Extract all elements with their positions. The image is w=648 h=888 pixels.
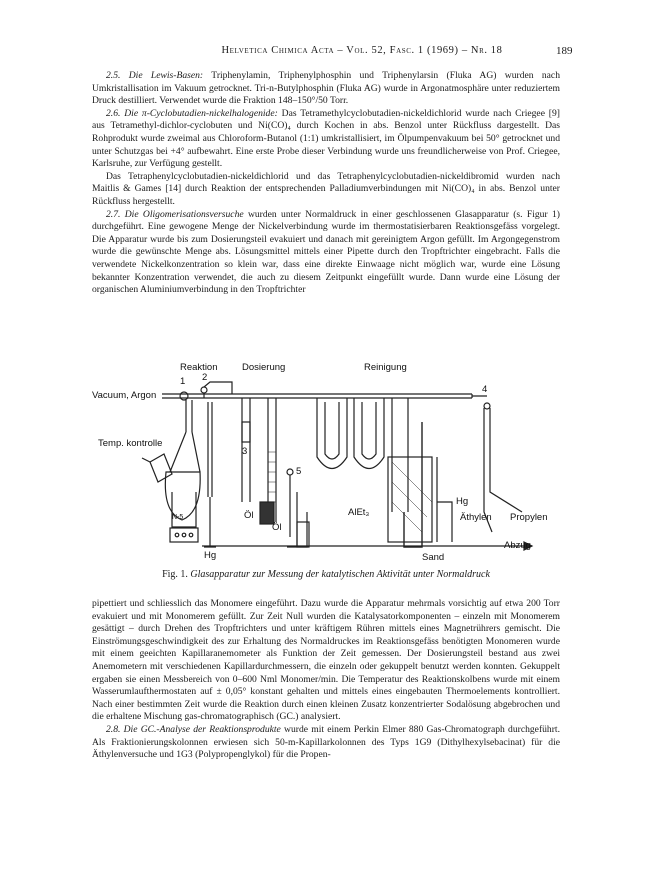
reaction-column	[170, 400, 200, 472]
label-reinigung: Reinigung	[364, 362, 407, 373]
paragraph-oligomerisation	[92, 209, 560, 297]
manifold-line	[162, 394, 472, 398]
thermometer	[208, 402, 212, 497]
figure-caption	[92, 569, 560, 580]
stopcock-5	[287, 469, 293, 475]
bubbler-hg-1	[204, 497, 216, 547]
label-num4: 4	[482, 384, 488, 395]
oil-reservoir-1	[260, 502, 274, 524]
lower-text-block	[92, 598, 560, 762]
page-number: 189	[556, 45, 573, 57]
cold-trap-2	[354, 398, 384, 469]
paragraph-lewis-basen	[92, 70, 560, 108]
label-temp-kontrolle: Temp. kontrolle	[98, 438, 163, 449]
alet3-column	[392, 398, 408, 512]
magnetic-stirrer	[170, 528, 198, 542]
paragraph-text: wurden unter Normaldruck in einer geschlossenen Glasapparatur (s. Figur 1) durchgeführt. Eine gewogene Menge der Nickelverbindung wurde im thermostatisierbaren Reaktionsgefäss vorgelegt. Die Apparatur wurde bis zum Dosierungsteil evakuiert und danach mit gereinigtem Argon gefüllt. Im Argongegenstrom wurde die gewünschte Menge abs. Lösungsmittel mittels einer Pipette durch den Tropftrichter eingebracht. Falls die verwendete Nickelkonzentration so klein war, dass eine direkte Einwaage nicht möglich war, wurde eine Lösung bekannter Konzentration verwendet, die auch zu diesem Zeitpunkt eingefüllt wurde. Dann wurde eine Lösung der organischen Aluminiumverbindung in den Tropftrichter	[92, 208, 560, 296]
apparatus-diagram	[92, 362, 562, 564]
bubbler-hg-2	[437, 457, 452, 542]
label-num5: 5	[296, 466, 302, 477]
gas-line-propylen	[490, 408, 522, 512]
paragraph-lead: 2.6. Die π-Cyclobutadien-nickelhalogenide:	[106, 107, 278, 119]
running-header: Helvetica Chimica Acta – Vol. 52, Fasc. 1 (1969) – Nr. 18	[221, 45, 503, 56]
caption-text: Glasapparatur zur Messung der katalytischen Aktivität unter Normaldruck	[190, 569, 490, 580]
dropping-funnel	[150, 454, 172, 482]
paragraph-gc-analyse	[92, 724, 560, 762]
paragraph-lead: 2.5. Die Lewis-Basen:	[106, 70, 204, 81]
label-num1: 1	[180, 376, 186, 387]
label-alet3: AlEt₃	[348, 507, 370, 518]
reaction-flask	[165, 472, 200, 520]
label-aethylen: Äthylen	[460, 512, 492, 523]
paragraph-text: pipettiert und schliesslich das Monomere eingeführt. Dazu wurde die Apparatur mehrmals vorsichtig auf etwa 200 Torr evakuiert und mit Monomerem gefüllt. Zur Zeit Null wurden die Katalysatorkomponenten – einzeln mit Monomerem gesättigt – durch Drehen des Tropftrichters und unter kräftigem Rühren mittels eines Magnetrührers gemischt. Die Einströmungsgeschwindigkeit des zur Erhaltung des Normaldruckes im Reaktionsgefäss benötigten Monomeren wurde mit einem geeichten Kapillaranemometer als Funktion der Zeit gemessen. Der Dosierungsteil bestand aus zwei Anemometern mit verschiedenen Kapillardurchmessern, die einzeln oder gekuppelt benutzt werden konnten. Gekuppelt ergaben sie einen Messbereich von 0–600 Nml Monomer/min. Die Temperatur des Reaktionskolbens wurde mit einem Wasserumlaufthermostaten auf ± 0,05° konstant gehalten und mittels eines eingebauten Thermoelements kontrolliert. Nach einer bestimmten Zeit wurde die Reaktion durch einen kleinen Zusatz konzentrierter Sodalösung abgebrochen und die erhaltene Mischung gas-chromatographisch (GC.) analysiert.	[92, 598, 560, 723]
paragraph-continuation	[92, 598, 560, 724]
stopcock-1	[180, 392, 188, 400]
label-n5: N-5	[172, 514, 184, 521]
paragraph-cyclobutadien	[92, 108, 560, 171]
label-propylen: Propylen	[510, 512, 548, 523]
label-oel-1: Öl	[244, 510, 254, 521]
stopcock-2	[201, 387, 207, 393]
label-dosierung: Dosierung	[242, 362, 286, 373]
label-hg-1: Hg	[204, 550, 217, 561]
label-oel-2: Öl	[272, 522, 282, 533]
label-num3: 3	[242, 446, 248, 457]
label-sand: Sand	[422, 552, 445, 563]
paragraph-lead: 2.7. Die Oligomerisationsversuche	[106, 208, 244, 220]
cold-trap-1	[317, 398, 347, 469]
label-hg-2: Hg	[456, 496, 469, 507]
paragraph-text: Das Tetraphenylcyclobutadien-nickeldichlorid und das Tetraphenylcyclobutadien-nickeldibromid wurden nach Maitlis & Games [14] durch Reaktion der entsprechenden Palladiumverbindungen mit Ni(CO)₄ in abs. Benzol unter Rückfluss hergestellt.	[92, 170, 560, 207]
sand-bath	[388, 457, 432, 542]
paragraph-lead: 2.8. Die GC.-Analyse der Reaktionsprodukte	[106, 723, 281, 735]
caption-prefix: Fig. 1.	[162, 569, 188, 580]
thermostat-jacket	[172, 492, 196, 527]
label-reaktion: Reaktion	[180, 362, 218, 373]
paragraph-text: Das Tetramethylcyclobutadien-nickeldichlorid wurde nach Criegee [9] aus Tetramethyl-dichlor-cyclobuten und Ni(CO)₄ durch Kochen in abs. Benzol unter Rückfluss dargestellt. Das Rohprodukt wurde zweimal aus Chloroform-Butanol (1:1) umkristallisiert, im Ölpumpenvakuum bei 50° getrocknet und unter Schutzgas bei +4° aufbewahrt. Eine erste Probe dieser Verbindung wurde uns freundlicherweise von Prof. Criegee, Karlsruhe, zur Verfügung gestellt.	[92, 107, 560, 170]
label-vacuum-argon: Vacuum, Argon	[92, 390, 157, 401]
paragraph-text: Triphenylamin, Triphenylphosphin und Triphenylarsin (Fluka AG) wurden nach Umkristallisation im Vakuum getrocknet. Tri-n-Butylphosphin (Fluka AG) wurde in Argonatmosphäre unter reduziertem Druck destilliert. Verwendet wurde die Fraktion 148–150°/50 Torr.	[92, 70, 560, 107]
paragraph-tetraphenyl	[92, 171, 560, 209]
label-num2: 2	[202, 372, 208, 383]
paragraph-text: wurde mit einem Perkin Elmer 880 Gas-Chromatograph durchgeführt. Als Fraktionierungskolonnen erwiesen sich 50-m-Kapillarkolonnen des Typs 1G9 (Dithylhexylsebacinat) für die Äthylenversuche und 1G3 (Polypropenglykol) für die Propen-	[92, 723, 560, 761]
label-abzug: Abzug	[504, 540, 531, 551]
stopcock-4	[484, 403, 490, 409]
apparatus-figure	[92, 362, 562, 564]
upper-text-block	[92, 70, 560, 297]
